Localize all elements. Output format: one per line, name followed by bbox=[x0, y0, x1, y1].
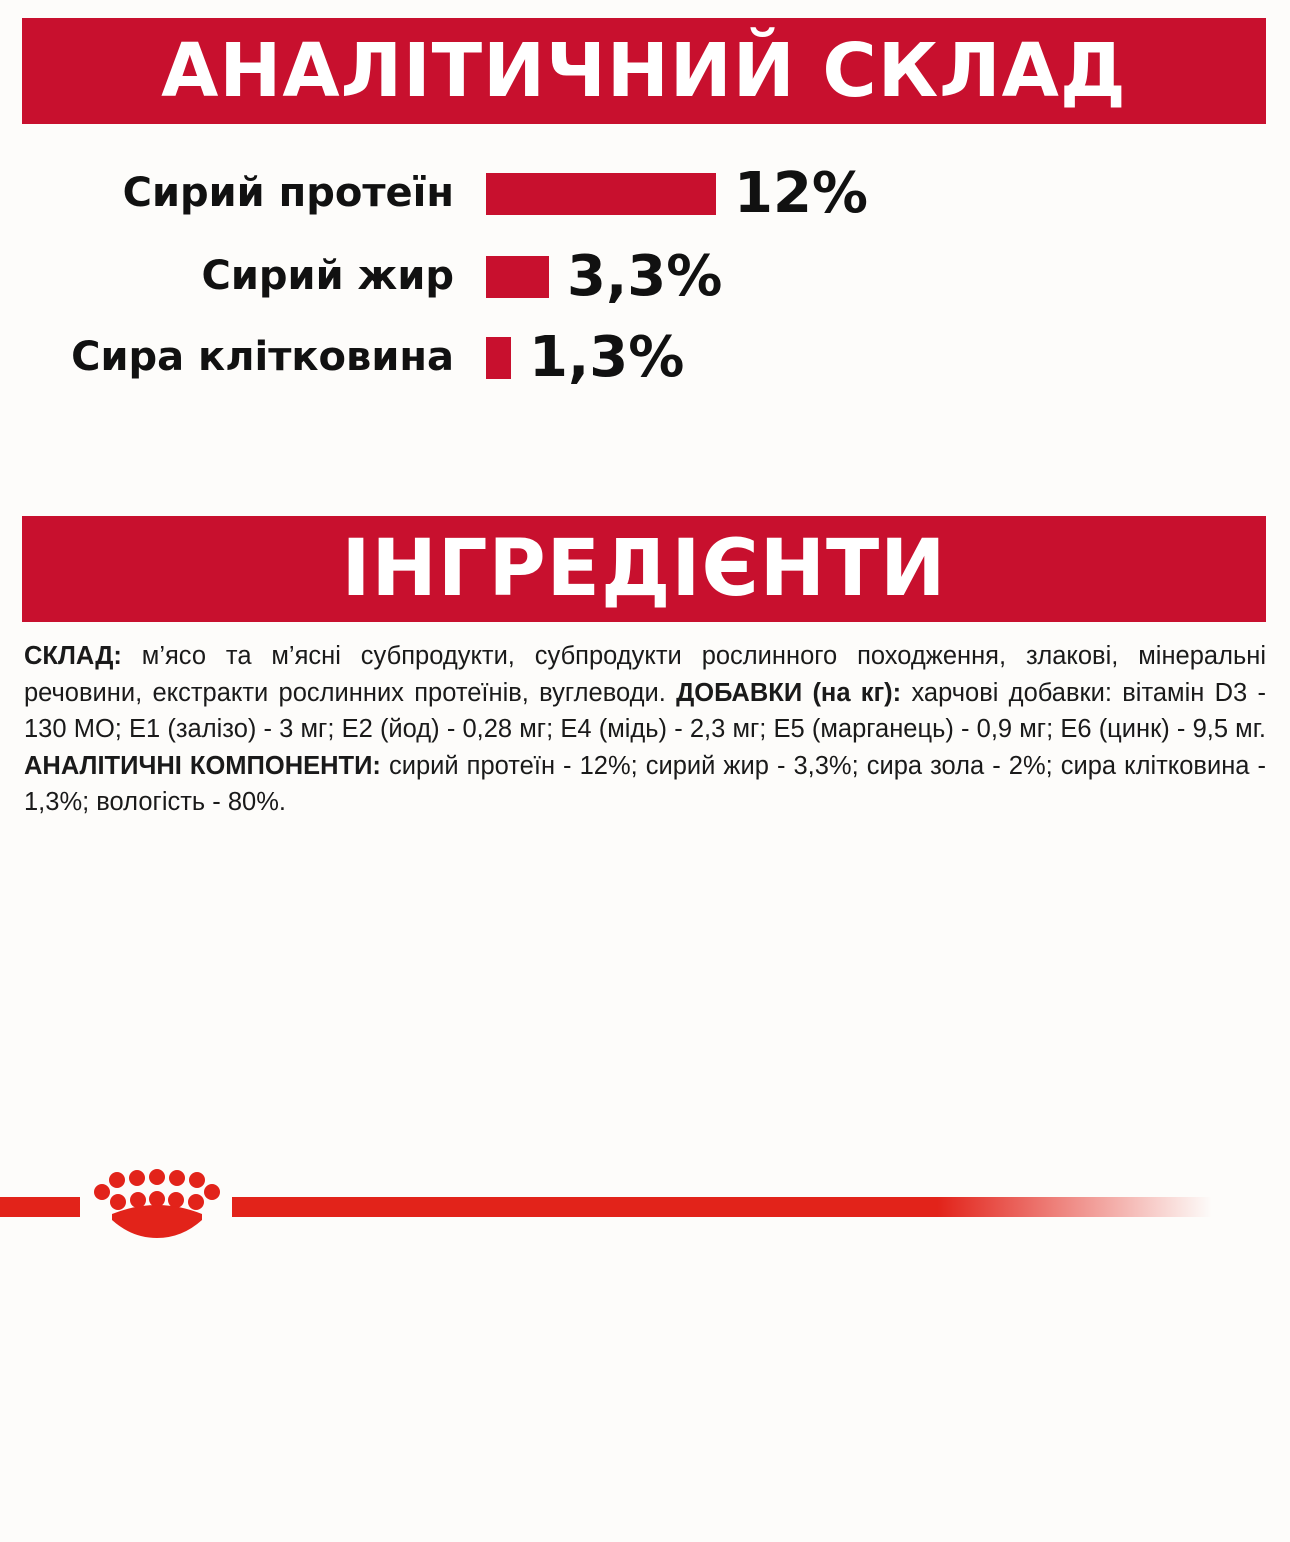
nutrient-label: Сирий протеїн bbox=[122, 170, 454, 216]
nutrient-value: 3,3% bbox=[567, 243, 723, 309]
analytical-composition-banner bbox=[22, 18, 1266, 124]
components-text: сирий протеїн - 12%; сирий жир - 3,3%; сира зола - 2%; сира клітковина - 1,3%; вологість - 80%. bbox=[24, 751, 1266, 816]
nutrient-row-fat bbox=[0, 241, 1290, 311]
nutrient-bar bbox=[486, 256, 549, 298]
components-label: АНАЛІТИЧНІ КОМПОНЕНТИ: bbox=[24, 751, 381, 780]
nutrient-value: 1,3% bbox=[529, 324, 685, 390]
nutrient-bar bbox=[486, 173, 716, 215]
composition-text: м’ясо та м’ясні субпродукти, субпродукти рослинного походження, злакові, мінеральні речовини, екстракти рослинних протеїнів, вуглеводи. bbox=[24, 642, 1266, 707]
footer-line-right bbox=[232, 1197, 1212, 1217]
footer-line-left bbox=[0, 1197, 80, 1217]
nutrient-bar bbox=[486, 337, 511, 379]
composition-label: СКЛАД: bbox=[24, 642, 122, 670]
nutrient-label: Сира клітковина bbox=[71, 334, 454, 380]
ingredients-banner bbox=[22, 516, 1266, 622]
analytical-composition-title: АНАЛІТИЧНИЙ СКЛАД bbox=[161, 28, 1127, 114]
nutrient-label: Сирий жир bbox=[201, 253, 454, 299]
additives-text: харчові добавки: вітамін D3 - 130 МО; E1 (залізо) - 3 мг; E2 (йод) - 0,28 мг; E4 (мідь) - 2,3 мг; E5 (марганець) - 0,9 мг; E6 (цинк) - 9,5 мг. bbox=[24, 678, 1266, 743]
nutrient-row-protein bbox=[0, 158, 1290, 228]
ingredients-text bbox=[24, 638, 1266, 821]
nutrient-row-fiber bbox=[0, 322, 1290, 392]
crown-icon bbox=[92, 1168, 222, 1240]
ingredients-title: ІНГРЕДІЄНТИ bbox=[341, 524, 947, 614]
nutrient-value: 12% bbox=[734, 160, 869, 226]
additives-label: ДОБАВКИ (на кг): bbox=[676, 678, 902, 707]
